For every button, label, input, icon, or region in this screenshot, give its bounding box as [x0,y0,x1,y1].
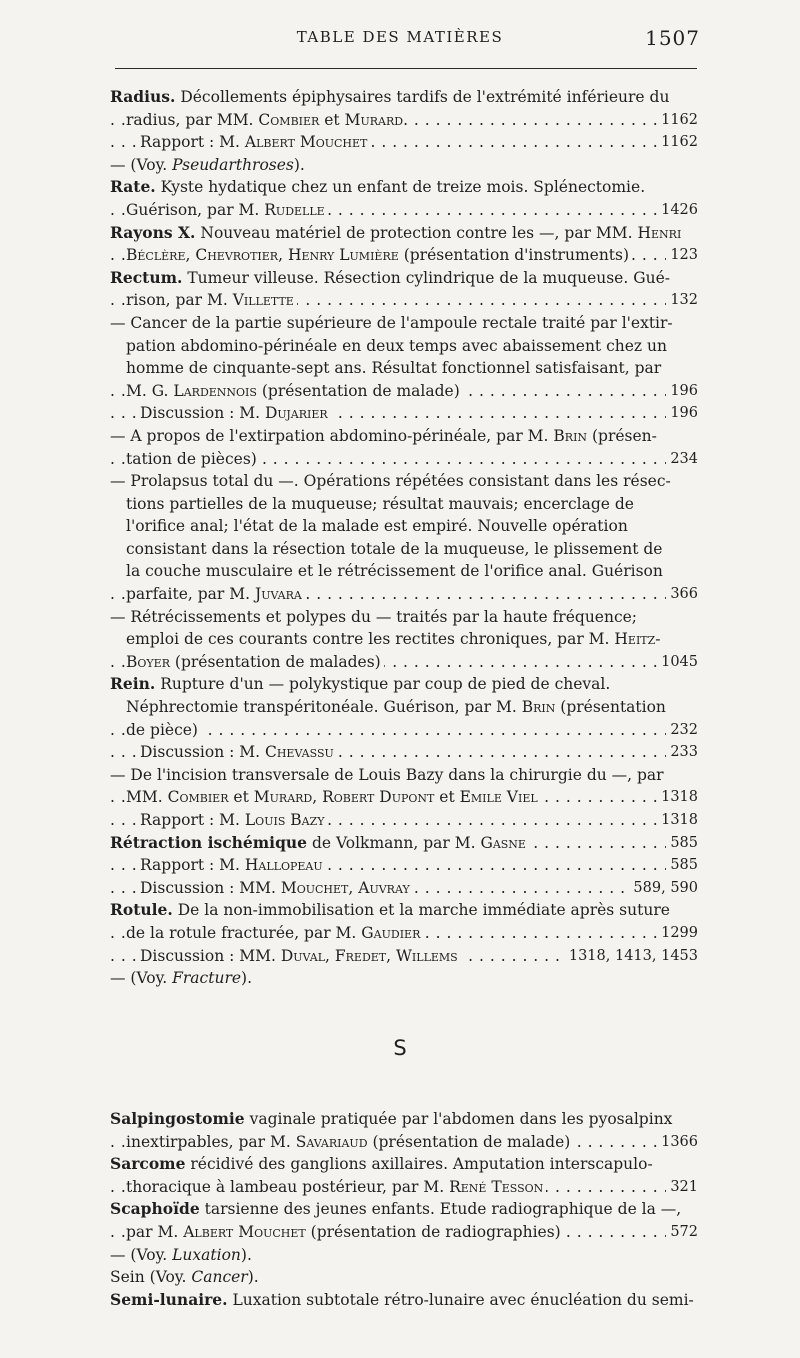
entry-segment: Discussion : MM. [140,946,281,965]
entry-text [126,630,664,648]
entry-segment: Rupture d'un — polykystique par coup de pied de cheval. [155,675,611,694]
entry-text [140,856,326,874]
author-name: Heitz- [614,630,661,649]
author-name: Gasne [480,833,526,852]
entry-segment: Rapport : M. [140,811,245,829]
index-line [110,764,698,787]
entry-segment: , [325,946,335,965]
entry-text [110,901,673,919]
entry-segment: inextirpables, par M. [126,1132,296,1151]
page-reference: 232 [666,719,698,742]
entry-keyword: Radius. [110,87,176,106]
entry-text [110,1200,684,1218]
page-reference: 196 [666,402,698,425]
entry-text [126,721,201,739]
entry-text [126,201,328,219]
entry-text [126,359,664,377]
entry-text [140,879,413,897]
entry-segment: homme de cinquante-sept ans. Résultat fonctionnel satisfaisant, par [126,359,662,378]
entry-text [126,653,384,671]
index-line [110,380,698,403]
author-name: Albert Mouchet [244,133,368,152]
entry-text [126,517,631,535]
entry-keyword: Rayons X. [110,222,196,242]
entry-segment: de pièce) [126,720,198,739]
author-name: Brin [553,426,588,445]
author-name: Béclère [126,246,186,265]
page-reference: 1162 [657,131,698,154]
entry-text [110,1110,675,1128]
page-number: 1507 [645,26,700,50]
author-name: Albert Mouchet [183,1222,306,1241]
entry-text [110,156,308,174]
index-line [110,673,698,696]
entry-text [110,88,672,106]
author-name: Henry Lumière [287,246,399,265]
index-line [110,222,698,245]
entry-text [110,1246,255,1264]
entry-text [126,924,423,942]
entry-text [110,269,673,287]
index-line [110,854,698,877]
page-reference: 1366 [657,1131,698,1154]
cross-reference: Fracture [172,969,242,988]
entry-segment: Tumeur villeuse. Résection cylindrique de la muqueuse. Gué- [182,268,670,287]
entry-text [140,743,337,761]
entry-segment: tarsienne des jeunes enfants. Etude radiographique de la —, [199,1200,682,1219]
entry-text [110,1291,697,1309]
index-line [110,560,698,583]
cross-reference: Pseudarthroses [172,155,294,174]
cross-reference: Cancer [191,1268,248,1287]
entry-segment: de Volkmann, par M. [307,833,481,852]
author-name: Chevrotier [195,246,279,265]
index-line [110,470,698,493]
header-rule [115,68,697,69]
page-reference: 1318 [657,809,698,832]
entry-segment: , [348,878,359,897]
entry-text [126,291,297,309]
entry-segment: — (Voy. [110,969,173,988]
page-reference: 585 [666,832,698,855]
index-line [110,131,698,154]
index-entries-r [110,86,698,990]
entry-text [110,834,529,852]
author-name: Juvara [255,585,302,604]
index-entries-s [110,1108,698,1311]
entry-segment: , [185,246,196,265]
index-line [110,1289,698,1312]
index-line [110,741,698,764]
index-line [110,899,698,922]
entry-segment: Sein (Voy. [110,1268,192,1287]
author-name: Duval [280,946,326,965]
entry-segment: (présentation [555,698,666,717]
entry-text [126,495,637,513]
index-line [110,967,698,990]
entry-segment: Décollements épiphysaires tardifs de l'extrémité inférieure du [175,88,670,106]
entry-segment: — Rétrécissements et polypes du — traités par la haute fréquence; [110,607,638,626]
author-name: Combier [258,110,320,129]
entry-segment: récidivé des ganglions axillaires. Amputation interscapulo- [185,1155,653,1174]
entry-text [110,608,640,626]
entry-segment: (présentation de malade) [256,381,460,400]
index-line [110,719,698,742]
index-line [110,1266,698,1289]
page-reference: 1299 [657,922,698,945]
entry-text [126,1178,546,1196]
index-line [110,1244,698,1267]
index-line [110,357,698,380]
entry-segment: — Prolapsus total du —. Opérations répétées consistant dans les résec- [110,472,671,491]
index-line [110,922,698,945]
entry-segment: — (Voy. [110,1245,173,1264]
entry-text [110,969,255,987]
entry-text [110,1155,656,1173]
index-line [110,493,698,516]
author-name: Murard [344,110,404,129]
page-reference: 196 [666,380,698,403]
index-line [110,176,698,199]
index-line [110,199,698,222]
entry-segment: Rapport : M. [140,133,245,152]
author-name: Robert Dupont [322,788,435,807]
entry-keyword: Semi-lunaire. [110,1289,228,1309]
author-name: Savariaud [295,1132,368,1151]
index-line [110,945,698,968]
author-name: Dujarier [264,404,328,423]
entry-segment: la couche musculaire et le rétrécissement de l'orifice anal. Guérison [126,562,663,581]
entry-keyword: Rotule. [110,900,173,920]
page-reference: 589, 590 [629,877,698,900]
section-letter: S [393,1036,407,1060]
entry-keyword: Salpingostomie [110,1109,245,1128]
entry-segment: , [278,246,288,265]
entry-segment: et [228,788,254,807]
index-line [110,109,698,132]
entry-keyword: Scaphoïde [110,1199,200,1219]
index-line [110,1131,698,1154]
page-reference: 366 [666,583,698,606]
entry-segment: Néphrectomie transpéritonéale. Guérison, par M. [126,698,522,717]
index-line [110,1153,698,1176]
entry-text [110,1268,262,1286]
author-name: Fredet [334,946,387,965]
entry-text [126,450,260,468]
entry-segment: Nouveau matériel de protection contre les —, par MM. [195,223,638,242]
author-name: Lardennois [173,381,257,400]
index-line [110,312,698,335]
entry-segment: ). [247,1268,259,1287]
index-line [110,448,698,471]
entry-text [110,766,667,784]
entry-segment: M. G. [126,381,174,400]
entry-text [140,811,328,829]
page-reference: 132 [666,289,698,312]
entry-segment: et [434,788,460,807]
entry-segment: radius, par MM. [126,110,259,129]
entry-text [126,698,669,716]
entry-segment: de la rotule fracturée, par M. [126,923,362,942]
index-line [110,696,698,719]
entry-segment: MM. [126,788,168,807]
author-name: Hallopeau [244,856,323,875]
entry-segment: . [403,110,408,129]
entry-text [126,562,666,580]
index-line [110,289,698,312]
index-line [110,651,698,674]
page-reference: 1426 [657,199,698,222]
entry-segment: emploi de ces courants contre les rectites chroniques, par M. [126,630,615,649]
entry-segment: (présentation de malades) [169,652,381,671]
entry-segment: thoracique à lambeau postérieur, par M. [126,1177,450,1196]
index-line [110,86,698,109]
entry-segment: Kyste hydatique chez un enfant de treize mois. Splénectomie. [155,178,646,197]
entry-text [110,427,660,445]
entry-segment: — Cancer de la partie supérieure de l'ampoule rectale traité par l'extir- [110,313,673,332]
index-line [110,1176,698,1199]
entry-text [126,111,411,129]
entry-segment: pation abdomino-périnéale en deux temps avec abaissement chez un [126,336,667,355]
index-line [110,538,698,561]
author-name: Mouchet [280,878,349,897]
entry-text [140,133,370,151]
entry-segment: (présentation d'instruments) [398,246,630,265]
entry-segment: ). [293,155,305,174]
entry-text [110,675,613,693]
index-line [110,1198,698,1221]
index-line [110,628,698,651]
entry-keyword: Rate. [110,177,156,197]
index-line [110,335,698,358]
index-line [110,877,698,900]
page-reference: 1318, 1413, 1453 [565,945,698,968]
entry-segment: et [319,110,345,129]
index-line [110,515,698,538]
entry-segment: par M. [126,1222,184,1241]
entry-segment: (présentation de radiographies) [305,1222,561,1241]
page-reference: 1045 [657,651,698,674]
index-line [110,154,698,177]
index-line [110,809,698,832]
entry-segment: — De l'incision transversale de Louis Bazy dans la chirurgie du —, par [110,765,664,784]
entry-segment: De la non-immobilisation et la marche immédiate après suture [172,901,670,920]
author-name: Chevassu [264,743,334,762]
entry-text [110,472,674,490]
entry-segment: rison, par M. [126,291,233,310]
page-reference: 123 [666,244,698,267]
entry-segment: (présen- [587,426,657,445]
entry-text [110,224,684,242]
entry-text [126,1133,573,1151]
author-name: René Tesson [449,1177,544,1196]
entry-segment: tation de pièces) [126,449,257,468]
entry-keyword: Rectum. [110,267,183,287]
entry-text [126,246,632,264]
entry-segment: parfaite, par M. [126,585,255,604]
entry-segment: Discussion : M. [140,743,265,762]
author-name: Villette [232,291,294,310]
entry-text [140,947,461,965]
entry-segment: ). [241,969,253,988]
entry-text [126,1223,564,1241]
author-name: Louis Bazy [244,811,325,829]
entry-segment: Discussion : M. [140,404,265,423]
entry-text [126,337,670,355]
index-line [110,606,698,629]
entry-text [110,178,648,196]
author-name: Henri [637,223,682,242]
author-name: Brin [521,698,556,717]
entry-text [110,314,676,332]
entry-keyword: Rein. [110,674,156,694]
entry-segment: Guérison, par M. [126,200,265,219]
entry-text [126,382,463,400]
running-header [0,26,800,56]
author-name: Emile Viel [459,788,538,807]
author-name: Gaudier [361,923,421,942]
entry-text [126,788,541,806]
entry-segment: — (Voy. [110,155,173,174]
index-line [110,402,698,425]
author-name: Rudelle [264,200,325,219]
entry-segment: Luxation subtotale rétro-lunaire avec énucléation du semi- [227,1290,694,1309]
entry-segment: (présentation de malade) [367,1132,571,1151]
entry-text [140,404,331,422]
author-name: Willems [396,946,458,965]
author-name: Combier [167,788,229,807]
entry-segment: , [386,946,396,965]
entry-segment: ). [240,1245,252,1264]
entry-segment: l'orifice anal; l'état de la malade est empiré. Nouvelle opération [126,517,628,536]
author-name: Murard [253,788,313,807]
index-line [110,1108,698,1131]
author-name: Boyer [126,652,170,671]
cross-reference: Luxation [172,1245,241,1264]
index-line [110,425,698,448]
page-reference: 572 [666,1221,698,1244]
page-reference: 585 [666,854,698,877]
entry-segment: vaginale pratiquée par l'abdomen dans les pyosalpinx [244,1110,673,1128]
entry-segment: Rapport : M. [140,856,245,875]
page-reference: 321 [666,1176,698,1199]
entry-text [126,540,665,558]
entry-keyword: Sarcome [110,1154,186,1174]
entry-segment: tions partielles de la muqueuse; résultat mauvais; encerclage de [126,494,634,513]
index-line [110,832,698,855]
entry-keyword: Rétraction ischémique [110,832,308,852]
entry-segment: Discussion : MM. [140,878,281,897]
index-line [110,1221,698,1244]
index-line [110,267,698,290]
header-title: TABLE DES MATIÈRES [296,28,504,46]
index-line [110,244,698,267]
page-reference: 234 [666,448,698,471]
page-reference: 233 [666,741,698,764]
index-line [110,583,698,606]
entry-segment: consistant dans la résection totale de la muqueuse, le plissement de [126,539,663,558]
entry-segment: — A propos de l'extirpation abdomino-périnéale, par M. [110,426,554,445]
entry-text [126,585,305,603]
page-reference: 1162 [657,109,698,132]
index-line [110,786,698,809]
entry-segment: , [312,788,323,807]
author-name: Auvray [358,878,410,897]
page-reference: 1318 [657,786,698,809]
